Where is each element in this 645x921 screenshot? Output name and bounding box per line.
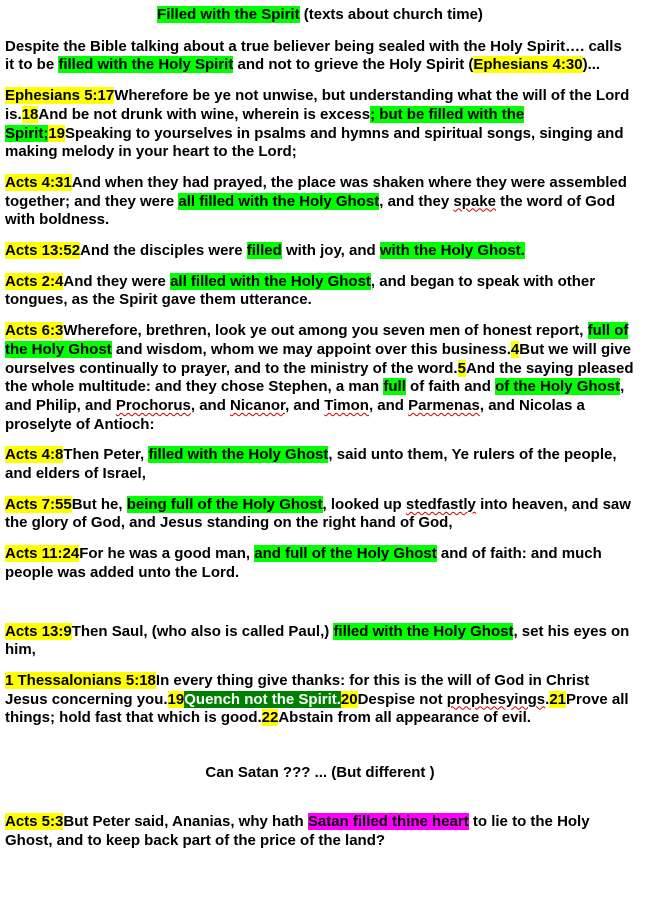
- document-title: [5, 6, 635, 25]
- spellcheck-word: stedfastly: [405, 495, 476, 513]
- verse-acts-6-3: [5, 322, 635, 434]
- verse-reference: Acts 5:3: [5, 812, 64, 830]
- verse-text: and of faith: and much people was added unto the Lord.: [5, 545, 602, 581]
- verse-reference: Acts 6:3: [5, 322, 64, 340]
- green-highlight: with the Holy Ghost.: [379, 242, 525, 260]
- verse-reference: Ephesians 4:30: [473, 56, 583, 74]
- verse-text: and wisdom, whom we may appoint over this business.: [111, 340, 511, 358]
- green-highlight: filled: [246, 242, 282, 260]
- spellcheck-word: Parmenas: [408, 396, 480, 414]
- verse-number: 5: [457, 359, 466, 377]
- verse-text: , and Philip, and: [5, 378, 625, 414]
- green-highlight: being full of the Holy Ghost: [126, 495, 323, 513]
- verse-text: , and: [285, 396, 325, 414]
- verse-reference: Acts 4:31: [5, 173, 72, 191]
- verse-ephesians-5-17: [5, 87, 635, 162]
- verse-text: Abstain from all appearance of evil.: [278, 709, 531, 727]
- verse-reference: 1 Thessalonians 5:18: [5, 671, 156, 689]
- spellcheck-word: prophesyings: [446, 690, 546, 708]
- verse-text: But Peter said, Ananias, why hath: [63, 812, 308, 830]
- verse-text: , set his eyes on him,: [5, 622, 630, 659]
- magenta-highlight: Satan filled thine heart: [307, 812, 469, 830]
- green-highlight: and full of the Holy Ghost: [254, 545, 437, 563]
- green-highlight: full: [383, 378, 406, 396]
- verse-reference: Acts 2:4: [5, 272, 64, 290]
- verse-reference: Ephesians 5:17: [5, 87, 115, 105]
- verse-text: In every thing give thanks: for this is the will of God in Christ Jesus concerning you.: [5, 671, 590, 708]
- verse-acts-11-24: [5, 545, 635, 582]
- section-subheading: Can Satan ??? ... (But different ): [205, 764, 435, 782]
- verse-text: And when they had prayed, the place was shaken where they were assembled together; and they were: [5, 173, 627, 210]
- verse-text: And they were: [63, 272, 171, 290]
- verse-reference: Acts 13:52: [5, 242, 81, 260]
- verse-reference: Acts 13:9: [5, 622, 72, 640]
- verse-text: , and Nicolas a proselyte of Antioch:: [5, 396, 585, 433]
- green-highlight: filled with the Holy Ghost: [333, 622, 514, 640]
- verse-acts-4-31: [5, 174, 635, 230]
- verse-text: Prove all things; hold fast that which is good.: [5, 690, 629, 727]
- green-highlight: all filled with the Holy Ghost: [178, 192, 380, 210]
- title-highlight: Filled with the Spirit: [157, 6, 300, 23]
- verse-number: 21: [549, 690, 566, 708]
- title-subtitle: (texts about church time): [299, 6, 483, 23]
- verse-text: , and began to speak with other tongues, as the Spirit gave them utterance.: [5, 272, 596, 309]
- verse-text: Then Saul, (who also is called Paul,): [71, 622, 334, 640]
- verse-number: 18: [21, 105, 39, 123]
- text: Despite the Bible talking about a true believer being sealed with the Holy Spirit…. calls it to be: [5, 37, 622, 74]
- verse-reference: Acts 7:55: [5, 495, 72, 513]
- verse-text: into heaven, and saw the glory of God, and Jesus standing on the right hand of God,: [5, 495, 631, 532]
- verse-text: Despise not: [357, 690, 447, 708]
- verse-text: And be not drunk with wine, wherein is excess: [38, 105, 371, 123]
- verse-text: Speaking to yourselves in psalms and hymns and spiritual songs, singing and making melody in your heart to the Lord;: [5, 124, 624, 161]
- intro-paragraph: [5, 38, 635, 75]
- verse-text: For he was a good man,: [79, 545, 255, 563]
- green-highlight: filled with the Holy Spirit: [58, 56, 234, 74]
- verse-1-thessalonians-5-18: [5, 672, 635, 728]
- green-highlight: of the Holy Ghost: [495, 378, 621, 396]
- verse-reference: Acts 4:8: [5, 446, 64, 464]
- verse-text: , and: [368, 396, 409, 414]
- verse-text: of faith and: [405, 378, 496, 396]
- document-page: [5, 6, 635, 862]
- verse-text: , looked up: [322, 495, 406, 513]
- verse-text: Wherefore be ye not unwise, but understanding what the will of the Lord is.: [5, 87, 630, 123]
- text: )...: [582, 56, 601, 74]
- verse-text: , said unto them, Ye rulers of the people, and elders of Israel,: [5, 446, 617, 483]
- spellcheck-word: Prochorus: [115, 396, 191, 414]
- verse-text: .: [545, 690, 550, 708]
- spellcheck-word: Timon: [324, 396, 369, 414]
- verse-text: And the saying pleased the whole multitude: and they chose Stephen, a man: [5, 359, 634, 396]
- green-highlight: full of the Holy Ghost: [5, 322, 629, 358]
- verse-acts-13-9: [5, 623, 635, 660]
- green-highlight: ; but be filled with the Spirit;: [5, 105, 525, 142]
- spellcheck-word: spake: [453, 192, 496, 210]
- verse-acts-2-4: [5, 273, 635, 310]
- verse-acts-4-8: [5, 446, 635, 483]
- verse-number: 22: [261, 709, 279, 727]
- verse-text: , and they: [379, 192, 454, 210]
- verse-text: , and: [190, 396, 231, 414]
- verse-acts-13-52: [5, 242, 635, 261]
- verse-text: the word of God with boldness.: [5, 192, 616, 229]
- verse-number: 19: [48, 124, 66, 142]
- verse-number: 20: [340, 690, 358, 708]
- verse-text: with joy, and: [281, 242, 380, 260]
- verse-number: 19: [167, 690, 185, 708]
- green-highlight: filled with the Holy Ghost: [148, 446, 329, 464]
- verse-text: And the disciples were: [80, 242, 247, 260]
- spellcheck-word: Nicanor: [230, 396, 286, 414]
- verse-text: to lie to the Holy Ghost, and to keep back part of the price of the land?: [5, 812, 590, 849]
- verse-text: But we will give ourselves continually to prayer, and to the ministry of the word.: [5, 340, 631, 377]
- verse-number: 4: [510, 340, 520, 358]
- green-highlight: all filled with the Holy Ghost: [170, 272, 371, 290]
- text: and not to grieve the Holy Spirit (: [233, 56, 474, 74]
- verse-acts-7-55: [5, 496, 635, 533]
- verse-text: Then Peter,: [63, 446, 149, 464]
- verse-acts-5-3: [5, 813, 635, 850]
- verse-text: But he,: [71, 495, 127, 513]
- dark-green-highlight: Quench not the Spirit.: [184, 690, 341, 708]
- verse-text: Wherefore, brethren, look ye out among you seven men of honest report,: [63, 322, 588, 340]
- verse-reference: Acts 11:24: [5, 545, 80, 563]
